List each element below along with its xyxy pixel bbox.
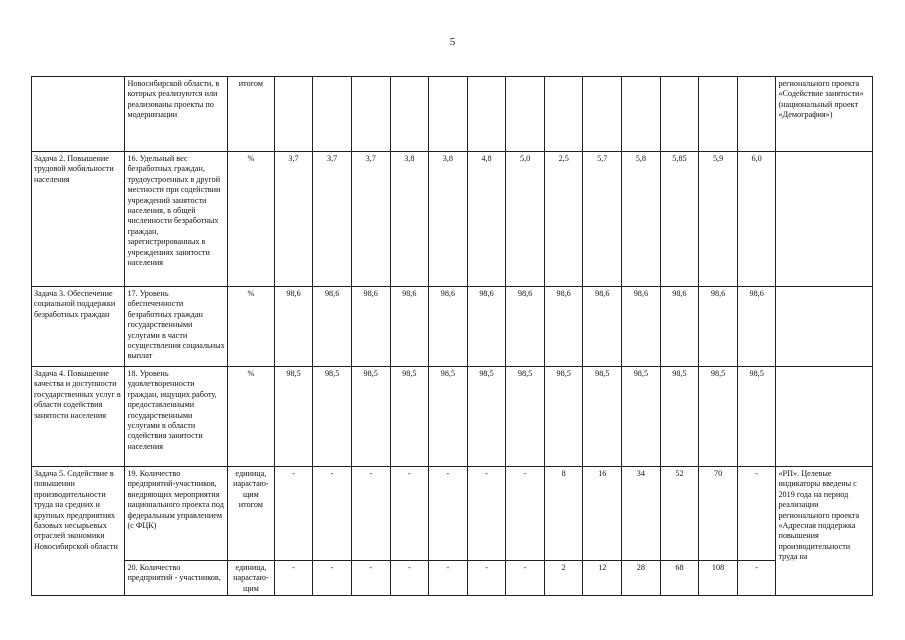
value-cell: 98,5: [544, 367, 583, 467]
value-cell: [660, 77, 699, 152]
value-cell: 98,5: [699, 367, 738, 467]
value-cell: 98,5: [506, 367, 545, 467]
note-cell: «РП». Целевые индикаторы введены с 2019 года на период реализации регионального проекта «Адресная поддержка повышения производительности труда на: [776, 467, 873, 596]
unit-cell: итогом: [228, 77, 275, 152]
value-cell: 98,6: [351, 287, 390, 367]
value-cell: [583, 77, 622, 152]
table-body: [32, 77, 873, 596]
unit-cell: %: [228, 152, 275, 287]
value-cell: 16: [583, 467, 622, 561]
value-cell: -: [274, 467, 313, 561]
value-cell: 5,85: [660, 152, 699, 287]
value-cell: 98,6: [506, 287, 545, 367]
value-cell: 98,5: [622, 367, 661, 467]
value-cell: 108: [699, 561, 738, 596]
value-cell: -: [506, 561, 545, 596]
value-cell: 34: [622, 467, 661, 561]
value-cell: -: [429, 561, 468, 596]
value-cell: [351, 77, 390, 152]
value-cell: [506, 77, 545, 152]
value-cell: 98,5: [351, 367, 390, 467]
value-cell: 52: [660, 467, 699, 561]
value-cell: 98,6: [390, 287, 429, 367]
unit-cell: %: [228, 287, 275, 367]
value-cell: -: [467, 561, 506, 596]
task-cell: Задача 3. Обеспечение социальной поддержки безработных граждан: [32, 287, 125, 367]
value-cell: -: [737, 561, 776, 596]
value-cell: 8: [544, 467, 583, 561]
value-cell: 2: [544, 561, 583, 596]
value-cell: 5,7: [583, 152, 622, 287]
value-cell: 5,0: [506, 152, 545, 287]
note-cell: [776, 152, 873, 287]
table-row: [32, 77, 873, 152]
value-cell: 98,5: [737, 367, 776, 467]
unit-cell: единица, нарастаю-щим: [228, 561, 275, 596]
value-cell: [390, 77, 429, 152]
unit-cell: единица, нарастаю-щим итогом: [228, 467, 275, 561]
note-cell: [776, 367, 873, 467]
value-cell: [313, 77, 352, 152]
note-cell: регионального проекта «Содействие занятости» (национальный проект «Демография»): [776, 77, 873, 152]
indicator-cell: Новосибирской области, в которых реализуются или реализованы проекты по модернизации: [125, 77, 228, 152]
value-cell: 98,5: [313, 367, 352, 467]
value-cell: 28: [622, 561, 661, 596]
value-cell: 98,6: [313, 287, 352, 367]
value-cell: 3,8: [390, 152, 429, 287]
value-cell: 98,6: [429, 287, 468, 367]
value-cell: -: [467, 467, 506, 561]
value-cell: 98,6: [467, 287, 506, 367]
table-row: [32, 561, 873, 596]
value-cell: -: [351, 561, 390, 596]
value-cell: -: [390, 561, 429, 596]
note-cell: [776, 287, 873, 367]
value-cell: -: [313, 561, 352, 596]
value-cell: [544, 77, 583, 152]
task-cell: [32, 77, 125, 152]
value-cell: [429, 77, 468, 152]
indicator-cell: 20. Количество предприятий - участников,: [125, 561, 228, 596]
value-cell: -: [274, 561, 313, 596]
value-cell: 68: [660, 561, 699, 596]
value-cell: [274, 77, 313, 152]
value-cell: 3,7: [274, 152, 313, 287]
table-row: [32, 152, 873, 287]
value-cell: 70: [699, 467, 738, 561]
value-cell: 98,6: [583, 287, 622, 367]
value-cell: 98,6: [544, 287, 583, 367]
value-cell: 6,0: [737, 152, 776, 287]
value-cell: [699, 77, 738, 152]
unit-cell: %: [228, 367, 275, 467]
page-number: 5: [449, 36, 456, 48]
value-cell: -: [506, 467, 545, 561]
table-row: [32, 287, 873, 367]
value-cell: 5,9: [699, 152, 738, 287]
value-cell: 98,6: [274, 287, 313, 367]
value-cell: 98,5: [583, 367, 622, 467]
value-cell: 98,5: [660, 367, 699, 467]
task-cell: Задача 5. Содействие в повышении производительности труда на средних и крупных предприятиях базовых несырьевых отраслей экономики Новосибирской области: [32, 467, 125, 596]
value-cell: 5,8: [622, 152, 661, 287]
value-cell: [622, 77, 661, 152]
value-cell: 3,7: [313, 152, 352, 287]
value-cell: 98,6: [660, 287, 699, 367]
indicators-table: [31, 76, 873, 596]
value-cell: 98,6: [699, 287, 738, 367]
value-cell: 98,6: [737, 287, 776, 367]
value-cell: 98,5: [429, 367, 468, 467]
table-row: [32, 467, 873, 561]
value-cell: -: [429, 467, 468, 561]
value-cell: 4,8: [467, 152, 506, 287]
task-cell: Задача 2. Повышение трудовой мобильности населения: [32, 152, 125, 287]
value-cell: -: [737, 467, 776, 561]
value-cell: [737, 77, 776, 152]
task-cell: Задача 4. Повышение качества и доступности государственных услуг в области содействия занятости населения: [32, 367, 125, 467]
value-cell: 98,5: [274, 367, 313, 467]
value-cell: [467, 77, 506, 152]
table-row: [32, 367, 873, 467]
value-cell: 98,5: [390, 367, 429, 467]
indicator-cell: 17. Уровень обеспеченности безработных граждан государственными услугами в части осуществления социальных выплат: [125, 287, 228, 367]
value-cell: 98,5: [467, 367, 506, 467]
indicator-cell: 18. Уровень удовлетворенности граждан, ищущих работу, предоставленными государственными услугами в области содействия занятости населения: [125, 367, 228, 467]
value-cell: 3,7: [351, 152, 390, 287]
indicator-cell: 19. Количество предприятий-участников, внедряющих мероприятия национального проекта под федеральным управлением (с ФЦК): [125, 467, 228, 561]
value-cell: 2,5: [544, 152, 583, 287]
value-cell: -: [313, 467, 352, 561]
value-cell: 98,6: [622, 287, 661, 367]
value-cell: -: [390, 467, 429, 561]
value-cell: 12: [583, 561, 622, 596]
value-cell: 3,8: [429, 152, 468, 287]
indicator-cell: 16. Удельный вес безработных граждан, трудоустроенных в другой местности при содействии учреждений занятости населения, в общей численности безработных граждан, зарегистрированных в учреждениях занятости населения: [125, 152, 228, 287]
value-cell: -: [351, 467, 390, 561]
